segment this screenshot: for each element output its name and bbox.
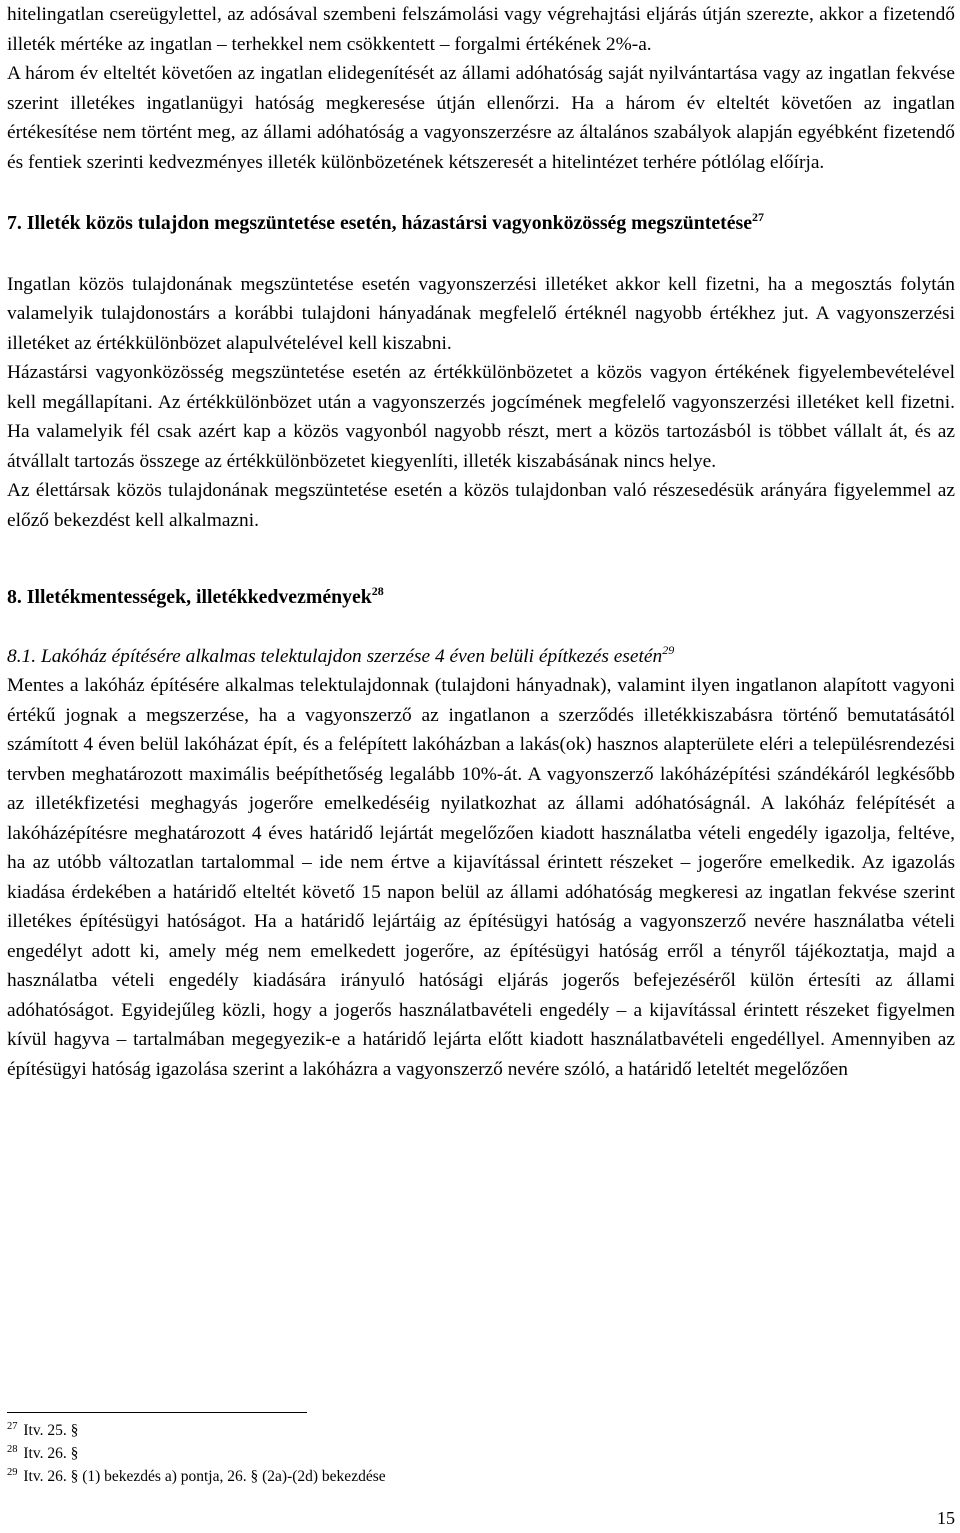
footnote-text: Itv. 25. § [23, 1422, 79, 1439]
footnote [7, 1442, 607, 1465]
footnote-text: Itv. 26. § (1) bekezdés a) pontja, 26. § (2a)-(2d) bekezdése [23, 1468, 386, 1485]
document-page [7, 0, 955, 1084]
footnote-number: 29 [7, 1467, 18, 1478]
paragraph: Az élettársak közös tulajdonának megszüntetése esetén a közös tulajdonban való részesedésük arányára figyelemmel az előző bekezdést kell alkalmazni. [7, 480, 955, 531]
section-8-1-title: Lakóház építésére alkalmas telektulajdon szerzése 4 éven belüli építkezés esetén [40, 645, 663, 667]
footnotes [7, 1412, 607, 1488]
footnote [7, 1419, 607, 1442]
paragraph: hitelingatlan csereügylettel, az adósával szembeni felszámolási vagy végrehajtási eljárás útján szerezte, akkor a fizetendő illeték mértéke az ingatlan – terhekkel nem csökkentett – forgalmi értékének 2%-a. [7, 4, 955, 55]
page-number: 15 [937, 1508, 955, 1528]
section-8-1-heading [7, 642, 955, 672]
footnote-number: 27 [7, 1421, 18, 1432]
section-7-title: 7. Illeték közös tulajdon megszüntetése esetén, házastársi vagyonközösség megszüntetése [7, 212, 753, 234]
footnote-ref-27[interactable]: 27 [752, 210, 765, 224]
footnote-ref-28[interactable]: 28 [371, 584, 384, 598]
section-7-heading [7, 209, 955, 239]
paragraph: Ingatlan közös tulajdonának megszüntetése esetén vagyonszerzési illetéket akkor kell fizetni, ha a megosztás folytán valamelyik tulajdonostárs a korábbi tulajdoni hányadának megfelelő értéknél nagyobb értékhez jut. A vagyonszerzési illetéket az értékkülönbözet alapulvételével kell kiszabni. [7, 273, 955, 354]
footnote-text: Itv. 26. § [23, 1445, 79, 1462]
footnote [7, 1465, 607, 1488]
footnote-number: 28 [7, 1444, 18, 1455]
section-8-1-number: 8.1. [7, 645, 37, 667]
paragraph: Házastársi vagyonközösség megszüntetése esetén az értékkülönbözetet a közös vagyon értékének figyelembevételével kell megállapítani. Az értékkülönbözet után a vagyonszerzés jogcímének megfelelő vagyonszerzési illetéket kell fizetni. Ha valamelyik fél csak azért kap a közös vagyonból nagyobb részt, mert a közös tartozásból is többet vállalt át, és az átvállalt tartozás összege az értékkülönbözetet kiegyenlíti, illeték kiszabásának nincs helye. [7, 362, 955, 472]
section-8-heading [7, 583, 955, 613]
section-8-title: 8. Illetékmentességek, illetékkedvezmények [7, 586, 372, 608]
paragraph: A három év elteltét követően az ingatlan elidegenítését az állami adóhatóság saját nyilvántartása vagy az ingatlan fekvése szerint illetékes ingatlanügyi hatóság megkeresése útján ellenőrzi. Ha a három év elteltét követően az ingatlan értékesítése nem történt meg, az állami adóhatóság a vagyonszerzésre az általános szabályok alapján egyébként fizetendő és fentiek szerinti kedvezményes illeték különbözetének kétszeresét a hitelintézet terhére pótlólag előírja. [7, 63, 955, 173]
paragraph: Mentes a lakóház építésére alkalmas telektulajdonnak (tulajdoni hányadnak), valamint ilyen ingatlanon alapított vagyoni értékű jognak a megszerzése, ha a vagyonszerző az ingatlanon a szerződés illetékkiszabásra történő bemutatásától számított 4 éven belül lakóházat épít, és a felépített lakóházban a lakás(ok) hasznos alapterülete eléri a településrendezési tervben meghatározott maximális beépíthetőség legalább 10%-át. A vagyonszerző lakóházépítési szándékáról legkésőbb az illetékfizetési meghagyás jogerőre emelkedéséig nyilatkozhat az állami adóhatóságnál. A lakóház felépítését a lakóházépítésre meghatározott 4 éves határidő lejártát megelőzően kiadott használatba vételi engedély igazolja, feltéve, ha az utóbb változatlan tartalommal – ide nem értve a kijavítással érintett részeket – jogerőre emelkedik. Az igazolás kiadása érdekében a határidő elteltét követő 15 napon belül az állami adóhatóság megkeresi az ingatlan fekvése szerint illetékes építésügyi hatóságot. Ha a határidő lejártáig az építésügyi hatóság a vagyonszerző nevére használatba vételi engedélyt adott ki, amely még nem emelkedett jogerőre, az építésügyi hatóság erről a tényről tájékoztatja, majd a használatba vételi engedély kiadására irányuló hatósági eljárás jogerős befejezéséről külön értesíti az állami adóhatóságot. Egyidejűleg közli, hogy a jogerős használatbavételi engedély – a kijavítással érintett részeket figyelmen kívül hagyva – tartalmában megegyezik-e a határidő lejárta előtt kiadott használatbavételi engedéllyel. Amennyiben az építésügyi hatóság igazolása szerint a lakóházra a vagyonszerző nevére szóló, a határidő leteltét megelőzően [7, 675, 955, 1080]
footnote-divider [7, 1412, 307, 1413]
footnote-ref-29[interactable]: 29 [662, 642, 675, 657]
